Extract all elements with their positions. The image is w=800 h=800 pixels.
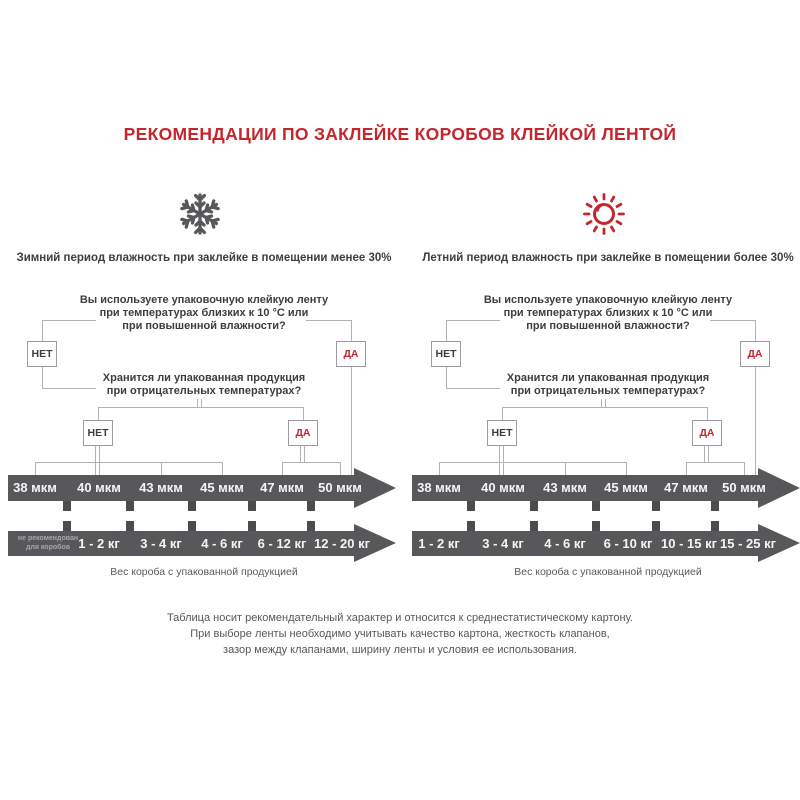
q1-yes-box <box>336 341 366 367</box>
winter-subtitle: Зимний период влажность при заклейке в помещении менее 30% <box>16 252 392 264</box>
disclaimer-line: При выборе ленты необходимо учитывать качество картона, жесткость клапанов, <box>190 628 610 640</box>
winter-question-2 <box>38 372 370 398</box>
summer-chart-panel <box>412 188 800 588</box>
weight-label: 12 - 20 кг <box>313 536 371 551</box>
thickness-label: 45 мкм <box>604 480 648 495</box>
thickness-label: 40 мкм <box>77 480 121 495</box>
connector-line <box>282 462 340 463</box>
tape-thickness-scale <box>412 475 800 501</box>
disclaimer-text <box>0 610 800 658</box>
scale-tick <box>248 521 256 531</box>
connector-line <box>42 320 43 341</box>
connector-line <box>197 399 202 407</box>
scale-tick <box>248 501 256 511</box>
question-line: Вы используете упаковочную клейкую ленту <box>79 294 329 306</box>
thickness-label: 45 мкм <box>200 480 244 495</box>
note-line: для коробов <box>25 543 71 551</box>
question-line: при температурах близких к 10 °С или <box>99 307 309 319</box>
scale-tick <box>530 521 538 531</box>
note-line: не рекомендован <box>17 535 79 542</box>
scale-tick <box>467 521 475 531</box>
connector-line <box>686 462 687 475</box>
question-line: Хранится ли упакованная продукция <box>506 372 710 384</box>
connector-line <box>439 462 440 475</box>
connector-line <box>35 462 222 463</box>
connector-line <box>704 446 709 462</box>
weight-label: 4 - 6 кг <box>544 536 586 551</box>
connector-line <box>499 446 504 475</box>
scale-tick <box>126 521 134 531</box>
answer-label: ДА <box>699 427 715 439</box>
connector-line <box>98 407 303 408</box>
disclaimer-line: Таблица носит рекомендательный характер и относится к среднестатистическому картону. <box>166 612 634 624</box>
scale-tick <box>126 501 134 511</box>
thickness-label: 43 мкм <box>543 480 587 495</box>
connector-line <box>439 462 626 463</box>
scale-tick <box>307 501 315 511</box>
scale-tick <box>530 501 538 511</box>
weight-axis-caption: Вес короба с упакованной продукцией <box>110 566 298 578</box>
connector-line <box>446 320 500 321</box>
question-line: при повышенной влажности? <box>122 320 286 332</box>
winter-chart-panel <box>8 188 400 588</box>
thickness-label: 43 мкм <box>139 480 183 495</box>
thickness-label: 47 мкм <box>664 480 708 495</box>
connector-line <box>306 320 351 321</box>
winter-question-1 <box>38 294 370 333</box>
connector-line <box>351 320 352 341</box>
weight-label: 4 - 6 кг <box>201 536 243 551</box>
connector-line <box>502 407 503 420</box>
thickness-label: 38 мкм <box>417 480 461 495</box>
weight-label: 6 - 10 кг <box>603 536 653 551</box>
connector-line <box>340 462 341 475</box>
box-weight-scale <box>412 531 800 556</box>
q2-yes-box <box>288 420 318 446</box>
weight-label: 6 - 12 кг <box>257 536 307 551</box>
connector-line <box>565 462 566 475</box>
connector-line <box>303 407 304 420</box>
summer-question-1 <box>442 294 774 333</box>
answer-label: НЕТ <box>87 427 109 439</box>
tape-thickness-scale <box>8 475 400 501</box>
not-recommended-note <box>18 531 78 552</box>
connector-line <box>95 446 100 475</box>
weight-label: 3 - 4 кг <box>140 536 182 551</box>
snowflake-icon <box>176 190 224 238</box>
thickness-label: 47 мкм <box>260 480 304 495</box>
thickness-label: 50 мкм <box>318 480 362 495</box>
weight-label: 1 - 2 кг <box>78 536 120 551</box>
connector-line <box>707 407 708 420</box>
connector-line <box>161 462 162 475</box>
summer-question-2 <box>442 372 774 398</box>
connector-line <box>222 462 223 475</box>
weight-label: 10 - 15 кг <box>660 536 718 551</box>
question-line: Вы используете упаковочную клейкую ленту <box>483 294 733 306</box>
connector-line <box>710 320 755 321</box>
box-weight-scale <box>8 531 400 556</box>
connector-line <box>755 320 756 341</box>
connector-line <box>446 320 447 341</box>
scale-tick <box>592 501 600 511</box>
scale-tick <box>711 521 719 531</box>
question-line: Хранится ли упакованная продукция <box>102 372 306 384</box>
connector-line <box>300 446 305 462</box>
weight-label: 15 - 25 кг <box>719 536 777 551</box>
scale-tick <box>188 501 196 511</box>
q1-no-box <box>27 341 57 367</box>
scale-tick <box>467 501 475 511</box>
answer-label: НЕТ <box>491 427 513 439</box>
scale-tick <box>652 501 660 511</box>
answer-label: ДА <box>343 348 359 360</box>
connector-line <box>98 407 99 420</box>
connector-line <box>35 462 36 475</box>
disclaimer-line: зазор между клапанами, ширину ленты и условия ее использования. <box>223 644 577 656</box>
q1-yes-box <box>740 341 770 367</box>
connector-line <box>686 462 744 463</box>
answer-label: НЕТ <box>435 348 457 360</box>
question-line: при повышенной влажности? <box>526 320 690 332</box>
connector-line <box>42 320 96 321</box>
q2-no-box <box>83 420 113 446</box>
question-line: при отрицательных температурах? <box>106 385 302 397</box>
connector-line <box>744 462 745 475</box>
scale-tick <box>63 501 71 511</box>
scale-tick <box>188 521 196 531</box>
q1-no-box <box>431 341 461 367</box>
weight-label: 3 - 4 кг <box>482 536 524 551</box>
connector-line <box>626 462 627 475</box>
connector-line <box>601 399 606 407</box>
q2-yes-box <box>692 420 722 446</box>
thickness-label: 50 мкм <box>722 480 766 495</box>
answer-label: ДА <box>295 427 311 439</box>
connector-line <box>502 407 707 408</box>
scale-tick <box>592 521 600 531</box>
weight-label: 1 - 2 кг <box>418 536 460 551</box>
question-line: при отрицательных температурах? <box>510 385 706 397</box>
scale-tick <box>711 501 719 511</box>
sun-icon <box>580 190 628 238</box>
answer-label: ДА <box>747 348 763 360</box>
thickness-label: 40 мкм <box>481 480 525 495</box>
answer-label: НЕТ <box>31 348 53 360</box>
weight-axis-caption: Вес короба с упакованной продукцией <box>514 566 702 578</box>
scale-tick <box>63 521 71 531</box>
thickness-label: 38 мкм <box>13 480 57 495</box>
scale-tick <box>652 521 660 531</box>
q2-no-box <box>487 420 517 446</box>
page-title: РЕКОМЕНДАЦИИ ПО ЗАКЛЕЙКЕ КОРОБОВ КЛЕЙКОЙ ЛЕНТОЙ <box>123 124 677 144</box>
connector-line <box>282 462 283 475</box>
question-line: при температурах близких к 10 °С или <box>503 307 713 319</box>
scale-tick <box>307 521 315 531</box>
summer-subtitle: Летний период влажность при заклейке в помещении более 30% <box>422 252 794 264</box>
